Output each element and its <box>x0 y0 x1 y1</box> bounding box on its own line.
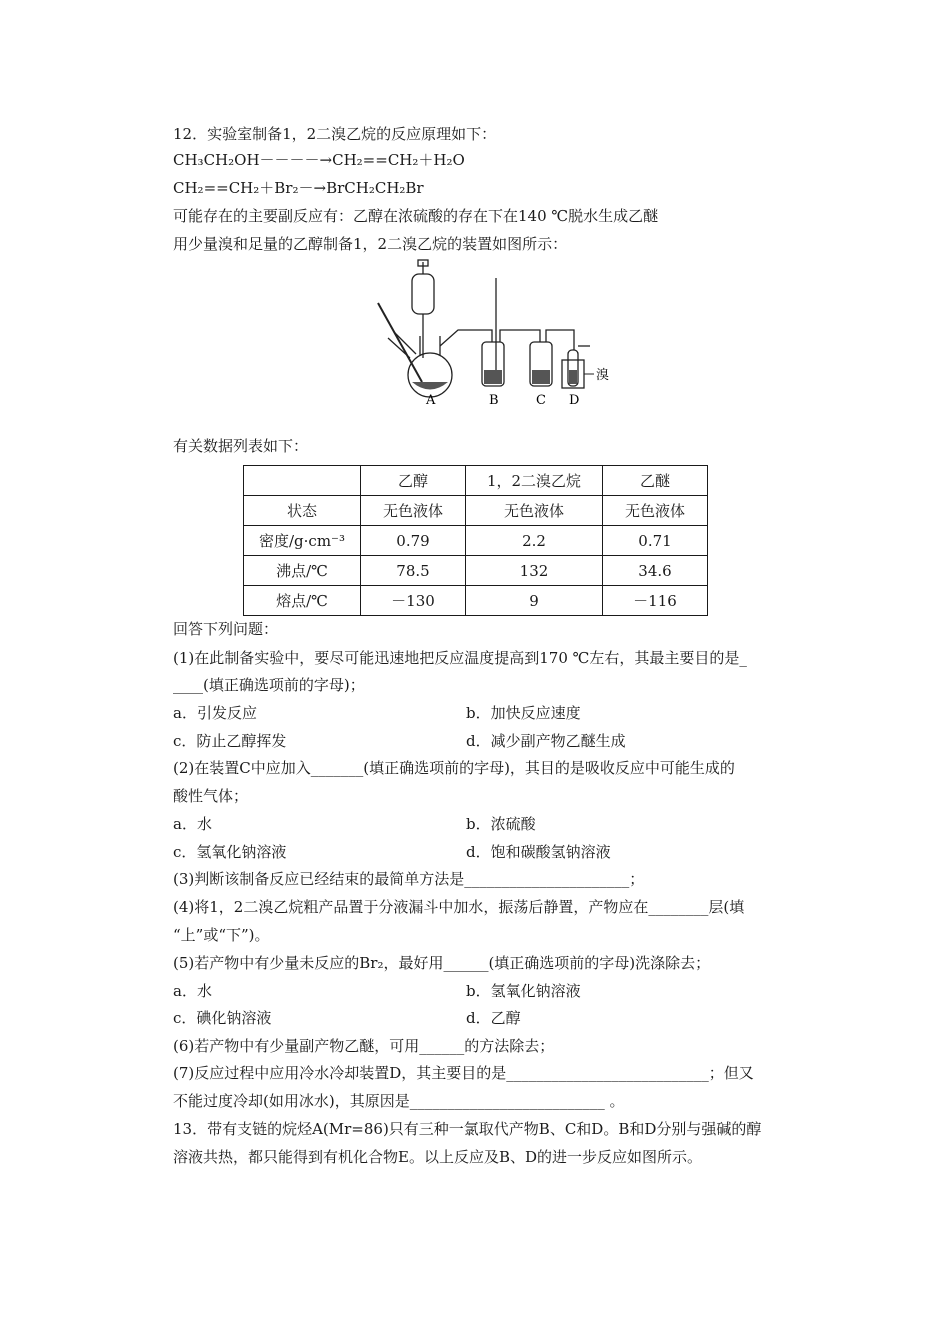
part-5-option-b: b．氢氧化钠溶液 <box>466 982 581 1000</box>
part-7-prompt-cont: 不能过度冷却(如用冰水)，其原因是__________________________ 。 <box>173 1092 625 1110</box>
reaction-1-reactant: CH₃CH₂OH <box>173 151 260 169</box>
part-2-option-d: d．饱和碳酸氢钠溶液 <box>466 843 611 861</box>
table-header-cell <box>244 466 361 496</box>
side-reaction-text: 可能存在的主要副反应有：乙醇在浓硫酸的存在下在140 ℃脱水生成乙醚 <box>173 207 659 225</box>
table-row <box>244 526 708 556</box>
table-cell: 9 <box>466 586 603 616</box>
part-1-option-b: b．加快反应速度 <box>466 704 581 722</box>
part-1-option-a: a．引发反应 <box>173 704 257 722</box>
reaction-2 <box>173 178 424 198</box>
part-5-option-a: a．水 <box>173 982 212 1000</box>
part-5-prompt: (5)若产物中有少量未反应的Br₂，最好用______(填正确选项前的字母)洗涤除去； <box>173 954 711 972</box>
flask-a <box>408 353 452 397</box>
reaction-2-arrow: －→ <box>298 179 327 197</box>
table-header-row <box>244 466 708 496</box>
label-b: B <box>489 393 499 408</box>
table-cell: －116 <box>603 586 708 616</box>
reaction-1 <box>173 150 465 170</box>
part-5-option-d: d．乙醇 <box>466 1009 521 1027</box>
reaction-1-arrow: －－－－→ <box>259 151 333 169</box>
table-cell: 0.71 <box>603 526 708 556</box>
table-header-cell: 乙醇 <box>361 466 466 496</box>
part-3-prompt: (3)判断该制备反应已经结束的最简单方法是______________________； <box>173 870 645 888</box>
q13-prompt-cont: 溶液共热，都只能得到有机化合物E。以上反应及B、D的进一步反应如图所示。 <box>173 1148 703 1166</box>
label-d: D <box>569 393 580 408</box>
table-header-cell: 乙醚 <box>603 466 708 496</box>
part-2-option-a: a．水 <box>173 815 212 833</box>
table-row <box>244 556 708 586</box>
table-cell: 34.6 <box>603 556 708 586</box>
table-cell: 0.79 <box>361 526 466 556</box>
reaction-2-reactants: CH₂==CH₂＋Br₂ <box>173 179 299 197</box>
table-cell: 熔点/℃ <box>244 586 361 616</box>
reaction-1-products: CH₂==CH₂＋H₂O <box>332 151 465 169</box>
table-cell: 2.2 <box>466 526 603 556</box>
table-cell: 密度/g·cm⁻³ <box>244 526 361 556</box>
table-header-cell: 1，2二溴乙烷 <box>466 466 603 496</box>
part-1-prompt: (1)在此制备实验中，要尽可能迅速地把反应温度提高到170 ℃左右，其最主要目的是_ <box>173 649 747 667</box>
q12-heading: 12．实验室制备1，2二溴乙烷的反应原理如下： <box>173 125 497 143</box>
apparatus-diagram <box>368 258 618 408</box>
reaction-2-product: BrCH₂CH₂Br <box>326 179 424 197</box>
part-1-option-d: d．减少副产物乙醚生成 <box>466 732 626 750</box>
label-bromine: 溴 <box>596 368 610 383</box>
answer-intro: 回答下列问题： <box>173 620 279 638</box>
part-6-prompt: (6)若产物中有少量副产物乙醚，可用______的方法除去； <box>173 1037 555 1055</box>
table-cell: 无色液体 <box>466 496 603 526</box>
label-c: C <box>536 393 546 408</box>
part-2-option-c: c．氢氧化钠溶液 <box>173 843 287 861</box>
part-7-prompt: (7)反应过程中应用冷水冷却装置D，其主要目的是___________________________；但又 <box>173 1064 754 1082</box>
part-5-option-c: c．碘化钠溶液 <box>173 1009 272 1027</box>
table-cell: 78.5 <box>361 556 466 586</box>
bottle-c-liquid <box>532 370 550 384</box>
table-cell: 无色液体 <box>361 496 466 526</box>
part-4-prompt-cont: “上”或“下”)。 <box>173 926 270 944</box>
tube-a-b <box>440 330 492 346</box>
part-2-option-b: b．浓硫酸 <box>466 815 536 833</box>
part-2-prompt-cont: 酸性气体； <box>173 787 249 805</box>
table-cell: 沸点/℃ <box>244 556 361 586</box>
table-cell: 132 <box>466 556 603 586</box>
apparatus-intro: 用少量溴和足量的乙醇制备1，2二溴乙烷的装置如图所示： <box>173 235 568 253</box>
table-intro: 有关数据列表如下： <box>173 437 309 455</box>
properties-table <box>243 465 708 616</box>
label-a: A <box>426 393 436 408</box>
flask-liquid <box>412 382 448 390</box>
table-row <box>244 586 708 616</box>
part-1-option-c: c．防止乙醇挥发 <box>173 732 287 750</box>
table-cell: －130 <box>361 586 466 616</box>
table-cell: 无色液体 <box>603 496 708 526</box>
tube-c-d <box>546 330 574 350</box>
part-2-prompt: (2)在装置C中应加入_______(填正确选项前的字母)，其目的是吸收反应中可能生成的 <box>173 759 735 777</box>
thermometer <box>378 303 422 382</box>
bottle-b-liquid <box>484 370 502 384</box>
tube-b-c <box>500 330 540 342</box>
dropping-funnel <box>412 274 434 314</box>
part-4-prompt: (4)将1，2二溴乙烷粗产品置于分液漏斗中加水，振荡后静置，产物应在________层(填 <box>173 898 745 916</box>
q13-prompt: 13．带有支链的烷烃A(Mr=86)只有三种一氯取代产物B、C和D。B和D分别与强碱的醇 <box>173 1120 762 1138</box>
table-row <box>244 496 708 526</box>
table-cell: 状态 <box>244 496 361 526</box>
part-1-prompt-cont: ____(填正确选项前的字母)； <box>173 676 365 694</box>
tube-d-liquid <box>569 370 577 384</box>
